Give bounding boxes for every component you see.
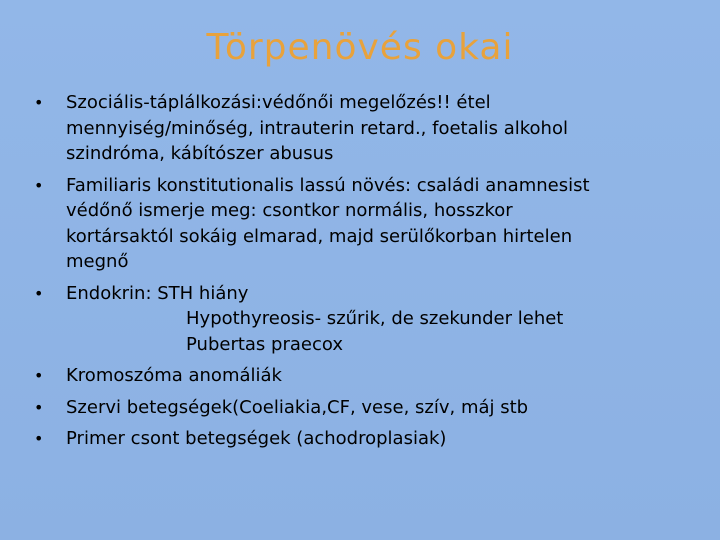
bullet-text-line: Szociális-táplálkozási:védőnői megelőzés!! étel: [66, 92, 491, 113]
bullet-icon: •: [34, 397, 44, 417]
bullet-text-line: védőnő ismerje meg: csontkor normális, hosszkor: [66, 200, 513, 221]
slide-title: Törpenövés okai: [206, 27, 514, 68]
bullet-list: [30, 90, 700, 458]
bullet-text-line: kortársaktól sokáig elmarad, majd serülőkorban hirtelen: [66, 225, 573, 247]
bullet-item-social: [30, 90, 700, 167]
bullet-text-line: megnő: [66, 251, 129, 272]
bullet-text-line: Endokrin: STH hiány: [66, 282, 249, 304]
bullet-icon: •: [34, 175, 44, 195]
bullet-icon: •: [34, 93, 44, 112]
bullet-item-organic: [30, 395, 700, 421]
bullet-text-line: Primer csont betegségek (achodroplasiak): [66, 428, 447, 449]
bullet-text-line: mennyiség/minőség, intrauterin retard., foetalis alkohol: [66, 117, 568, 139]
bullet-text-line: Familiaris konstitutionalis lassú növés: családi anamnesist: [66, 174, 590, 196]
bullet-sub-line: Pubertas praecox: [186, 333, 343, 355]
bullet-icon: •: [34, 429, 44, 448]
bullet-sub-line: Hypothyreosis- szűrik, de szekunder lehet: [186, 308, 564, 329]
bullet-text-line: szindróma, kábítószer abusus: [66, 143, 334, 164]
bullet-item-familial: [30, 173, 700, 275]
bullet-text-line: Kromoszóma anomáliák: [66, 365, 282, 386]
bullet-text-line: Szervi betegségek(Coeliakia,CF, vese, szív, máj stb: [66, 396, 529, 418]
bullet-item-chromosome: [30, 363, 700, 389]
bullet-item-endocrine: [30, 281, 700, 358]
bullet-icon: •: [34, 366, 44, 385]
bullet-item-bone: [30, 426, 700, 452]
bullet-icon: •: [34, 283, 44, 303]
